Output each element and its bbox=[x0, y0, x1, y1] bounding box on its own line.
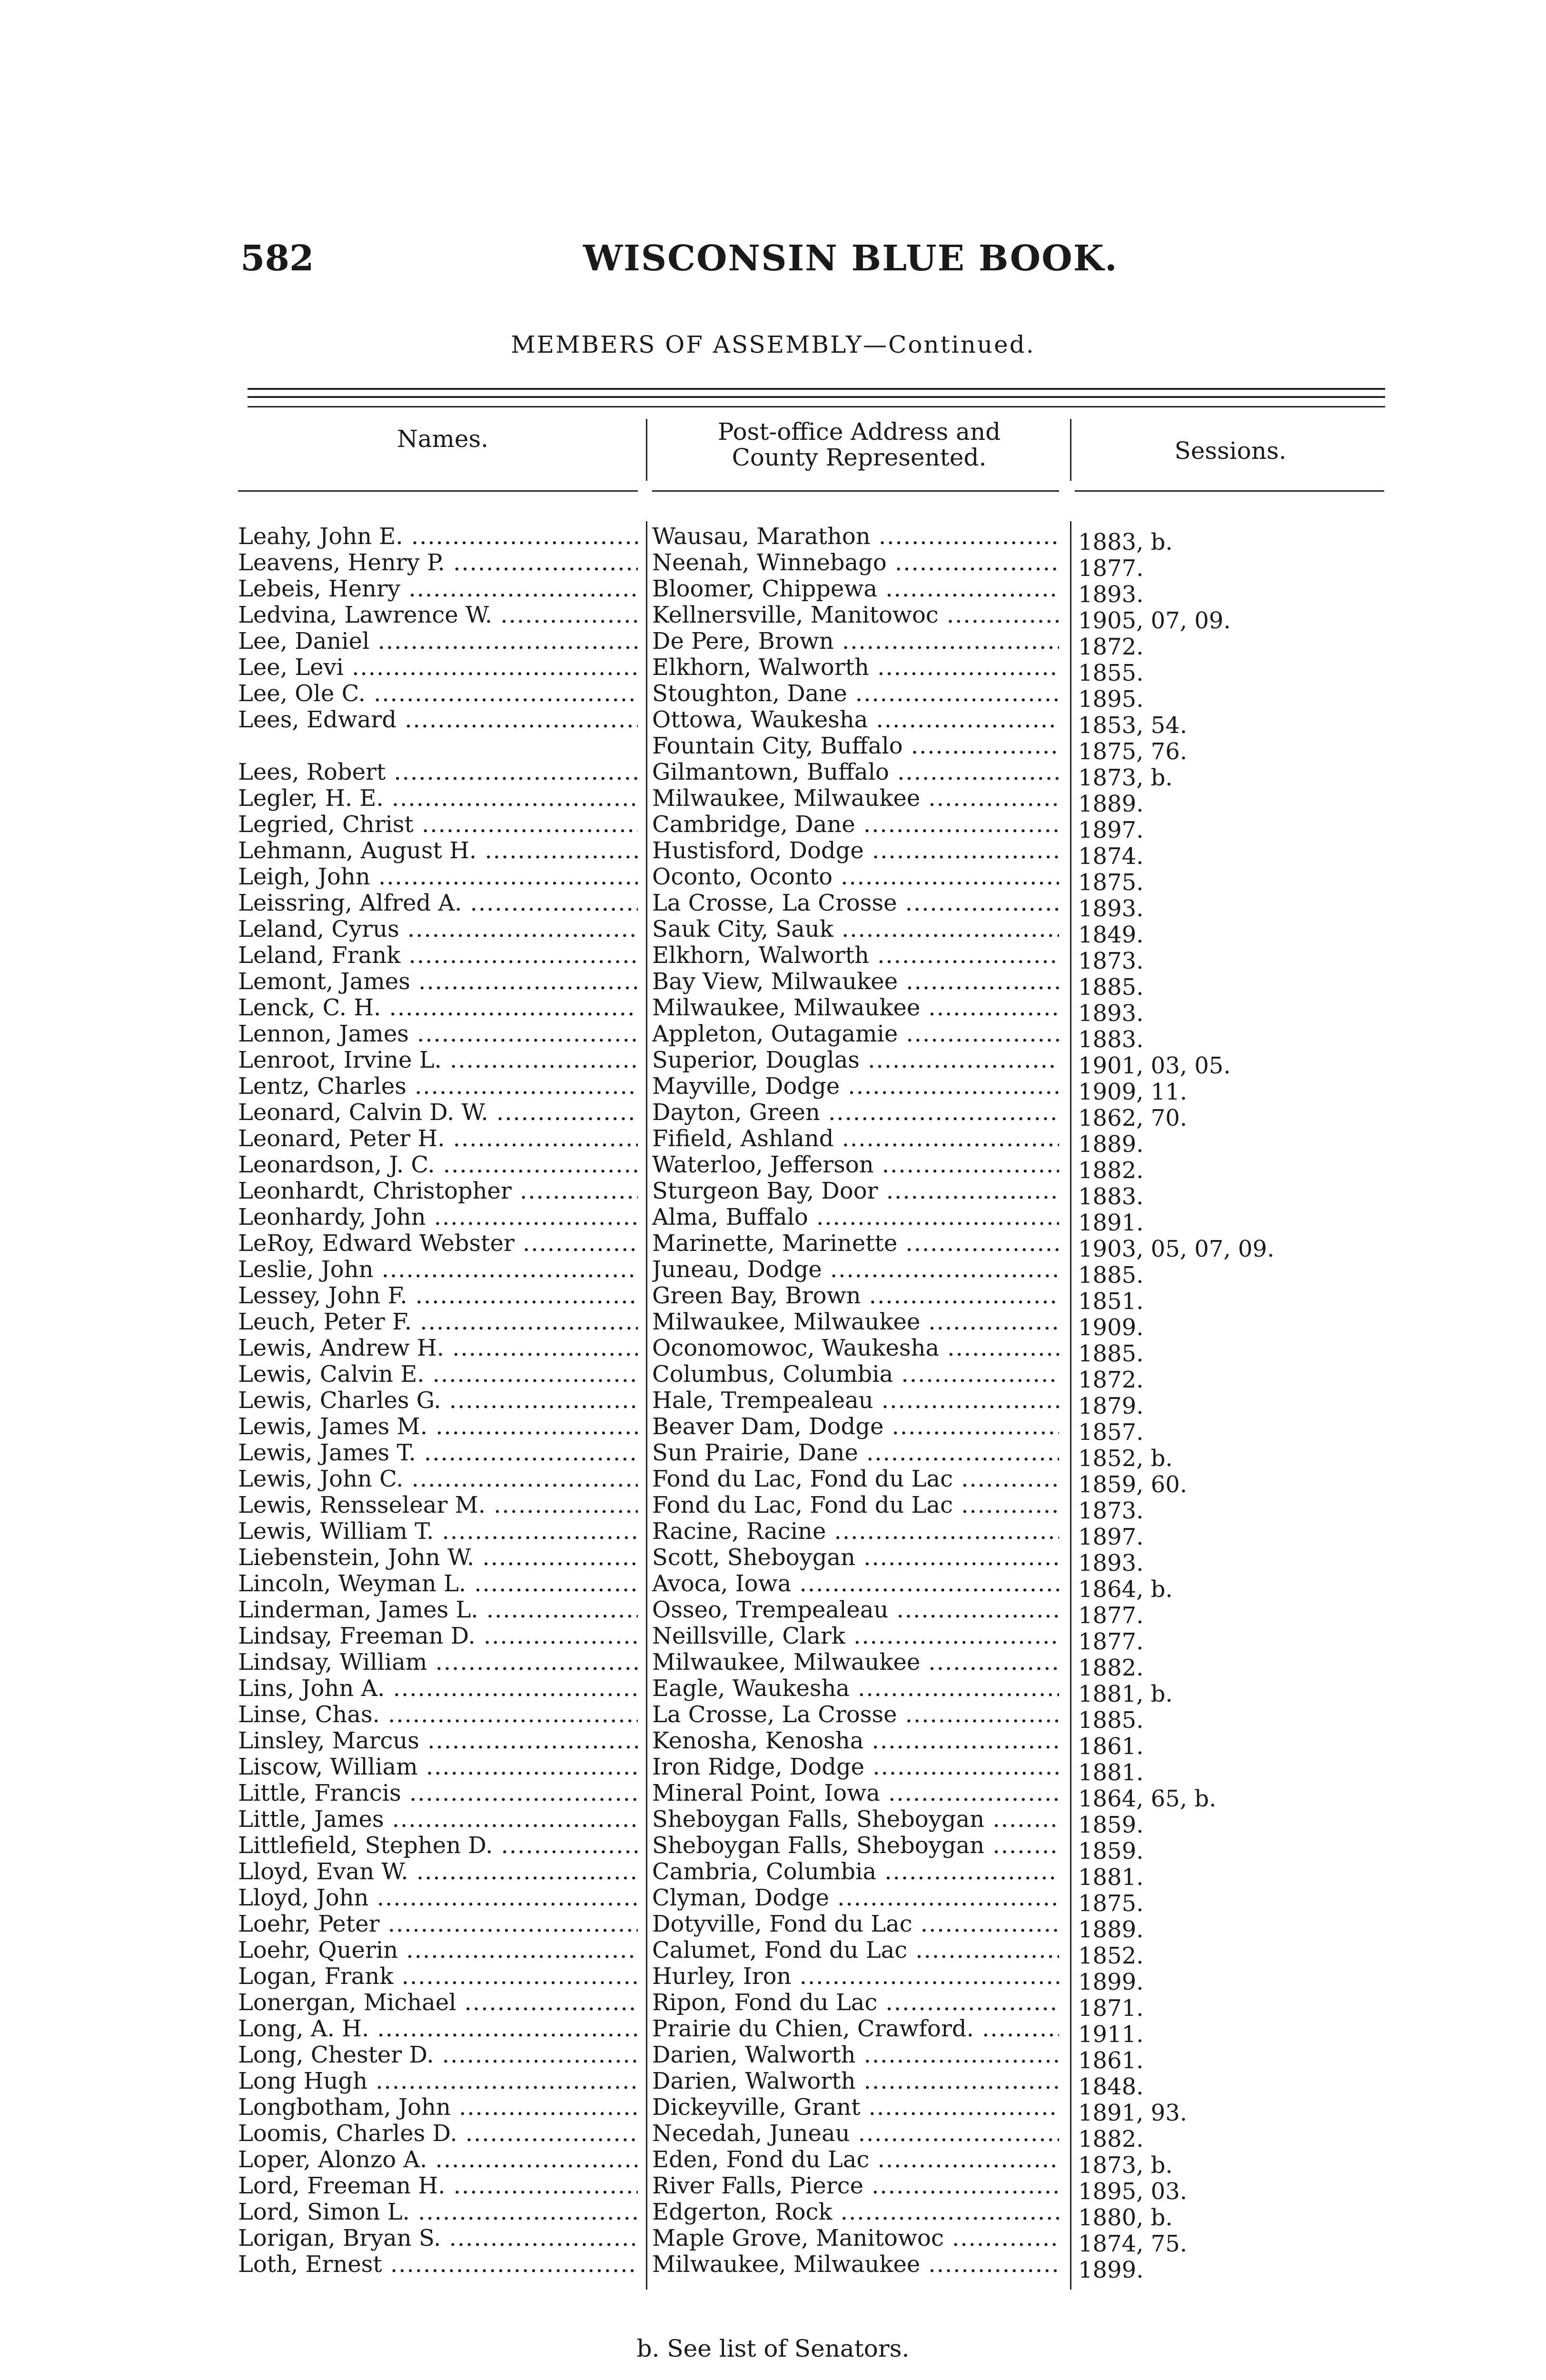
table-row bbox=[0, 1597, 1546, 1629]
member-sessions: 1877. bbox=[1078, 1629, 1144, 1655]
member-address: Maple Grove, Manitowoc ..... bbox=[652, 2225, 1059, 2251]
member-sessions: 1864, b. bbox=[1078, 1577, 1173, 1603]
member-sessions: 1872. bbox=[1078, 1367, 1144, 1393]
column-header-names: Names. bbox=[396, 425, 489, 453]
member-sessions: 1891, 93. bbox=[1078, 2100, 1188, 2126]
table-row bbox=[0, 1990, 1546, 2022]
table-row bbox=[0, 1178, 1546, 1210]
member-address: Milwaukee, Milwaukee ..... bbox=[652, 1309, 1059, 1335]
table-row bbox=[0, 1388, 1546, 1419]
table-row bbox=[0, 759, 1546, 791]
member-name: Little, Francis ..... bbox=[238, 1780, 638, 1806]
member-sessions: 1861. bbox=[1078, 2048, 1144, 2074]
member-address: Neillsville, Clark ..... bbox=[652, 1623, 1059, 1649]
table-row bbox=[0, 942, 1546, 974]
member-name: Lewis, John C. ..... bbox=[238, 1466, 638, 1492]
member-name: Loth, Ernest ..... bbox=[238, 2251, 638, 2278]
member-name: Leslie, John ..... bbox=[238, 1257, 638, 1283]
table-row bbox=[0, 1728, 1546, 1760]
table-row bbox=[0, 1649, 1546, 1681]
column-header-address-line1: Post-office Address and bbox=[717, 418, 1001, 446]
book-title: WISCONSIN BLUE BOOK. bbox=[583, 238, 1118, 279]
table-row bbox=[0, 916, 1546, 948]
member-sessions: 1852. bbox=[1078, 1943, 1144, 1969]
table-row bbox=[0, 1623, 1546, 1655]
table-row bbox=[0, 1414, 1546, 1446]
member-sessions: 1893. bbox=[1078, 896, 1144, 922]
table-row bbox=[0, 2225, 1546, 2257]
member-name: Lehmann, August H. ..... bbox=[238, 838, 638, 864]
table-row bbox=[0, 1937, 1546, 1969]
member-address: River Falls, Pierce ..... bbox=[652, 2173, 1059, 2199]
member-address: Juneau, Dodge ..... bbox=[652, 1257, 1059, 1283]
member-name: Lindsay, William ..... bbox=[238, 1649, 638, 1676]
member-sessions: 1873, b. bbox=[1078, 765, 1173, 791]
member-name: Lemont, James ..... bbox=[238, 969, 638, 995]
member-name: Lewis, Andrew H. ..... bbox=[238, 1335, 638, 1361]
member-name: Liscow, William ..... bbox=[238, 1754, 638, 1780]
member-sessions: 1864, 65, b. bbox=[1078, 1786, 1217, 1812]
table-row bbox=[0, 2251, 1546, 2283]
member-address: Eagle, Waukesha ..... bbox=[652, 1676, 1059, 1702]
table-row bbox=[0, 1257, 1546, 1289]
member-name: Loehr, Querin ..... bbox=[238, 1937, 638, 1964]
member-sessions: 1855. bbox=[1078, 660, 1144, 686]
member-address: Darien, Walworth ..... bbox=[652, 2042, 1059, 2068]
table-row bbox=[0, 654, 1546, 686]
member-address: Oconomowoc, Waukesha ..... bbox=[652, 1335, 1059, 1361]
member-address: Fifield, Ashland ..... bbox=[652, 1126, 1059, 1152]
member-sessions: 1849. bbox=[1078, 922, 1144, 948]
member-address: Superior, Douglas ..... bbox=[652, 1047, 1059, 1073]
member-sessions: 1911. bbox=[1078, 2022, 1144, 2048]
column-divider-header-1 bbox=[646, 419, 647, 481]
member-address: Eden, Fond du Lac ..... bbox=[652, 2147, 1059, 2173]
member-name: Loomis, Charles D. ..... bbox=[238, 2121, 638, 2147]
member-address: Bloomer, Chippewa ..... bbox=[652, 576, 1059, 602]
member-name: Leland, Cyrus ..... bbox=[238, 916, 638, 942]
member-address: Elkhorn, Walworth ..... bbox=[652, 654, 1059, 681]
member-name: Liebenstein, John W. ..... bbox=[238, 1545, 638, 1571]
member-address: Fond du Lac, Fond du Lac ..... bbox=[652, 1466, 1059, 1492]
member-address: Ripon, Fond du Lac ..... bbox=[652, 1990, 1059, 2016]
member-name: Lebeis, Henry ..... bbox=[238, 576, 638, 602]
member-name: Littlefield, Stephen D. ..... bbox=[238, 1833, 638, 1859]
table-row bbox=[0, 1309, 1546, 1341]
member-address: Milwaukee, Milwaukee ..... bbox=[652, 1649, 1059, 1676]
member-sessions: 1895, 03. bbox=[1078, 2179, 1188, 2205]
column-underline-address bbox=[652, 490, 1059, 492]
member-sessions: 1873. bbox=[1078, 1498, 1144, 1524]
member-sessions: 1889. bbox=[1078, 1131, 1144, 1158]
member-address: Sheboygan Falls, Sheboygan ..... bbox=[652, 1806, 1059, 1833]
column-underline-names bbox=[238, 490, 638, 492]
member-sessions: 1882. bbox=[1078, 2126, 1144, 2152]
table-row bbox=[0, 2042, 1546, 2074]
member-address: Calumet, Fond du Lac ..... bbox=[652, 1937, 1059, 1964]
member-name: Lonergan, Michael ..... bbox=[238, 1990, 638, 2016]
member-sessions: 1875. bbox=[1078, 1891, 1144, 1917]
page-header bbox=[240, 238, 1397, 281]
member-address: Necedah, Juneau ..... bbox=[652, 2121, 1059, 2147]
member-address: Cambridge, Dane ..... bbox=[652, 812, 1059, 838]
member-sessions: 1851. bbox=[1078, 1289, 1144, 1315]
member-name: Leonardson, J. C. ..... bbox=[238, 1152, 638, 1178]
member-address: Elkhorn, Walworth ..... bbox=[652, 942, 1059, 969]
member-sessions: 1895. bbox=[1078, 686, 1144, 713]
member-name: Leonard, Peter H. ..... bbox=[238, 1126, 638, 1152]
member-address: Oconto, Oconto ..... bbox=[652, 864, 1059, 890]
column-header-address-line2: County Represented. bbox=[732, 444, 987, 471]
member-name: Linse, Chas. ..... bbox=[238, 1702, 638, 1728]
member-sessions: 1875. bbox=[1078, 870, 1144, 896]
table-row bbox=[0, 1518, 1546, 1550]
table-row bbox=[0, 628, 1546, 660]
member-address: Green Bay, Brown ..... bbox=[652, 1283, 1059, 1309]
member-sessions: 1879. bbox=[1078, 1393, 1144, 1419]
member-address: Dickeyville, Grant ..... bbox=[652, 2094, 1059, 2121]
column-divider-header-2 bbox=[1070, 419, 1071, 481]
member-name: Lord, Simon L. ..... bbox=[238, 2199, 638, 2225]
table-row bbox=[0, 1047, 1546, 1079]
member-sessions: 1893. bbox=[1078, 1001, 1144, 1027]
member-address: Mayville, Dodge ..... bbox=[652, 1073, 1059, 1100]
member-address: Dayton, Green ..... bbox=[652, 1100, 1059, 1126]
member-name: Lee, Levi ..... bbox=[238, 654, 638, 681]
member-name: Leavens, Henry P. ..... bbox=[238, 550, 638, 576]
table-row bbox=[0, 1911, 1546, 1943]
member-address: Ottowa, Waukesha ..... bbox=[652, 707, 1059, 733]
member-address: Gilmantown, Buffalo ..... bbox=[652, 759, 1059, 785]
member-name: Logan, Frank ..... bbox=[238, 1964, 638, 1990]
table-row bbox=[0, 969, 1546, 1001]
member-sessions: 1872. bbox=[1078, 634, 1144, 660]
member-address: La Crosse, La Crosse ..... bbox=[652, 890, 1059, 916]
member-name: Lord, Freeman H. ..... bbox=[238, 2173, 638, 2199]
member-name: Leuch, Peter F. ..... bbox=[238, 1309, 638, 1335]
member-sessions: 1881. bbox=[1078, 1760, 1144, 1786]
member-name: Linderman, James L. ..... bbox=[238, 1597, 638, 1623]
member-address: Edgerton, Rock ..... bbox=[652, 2199, 1059, 2225]
table-row bbox=[0, 1126, 1546, 1158]
member-sessions: 1859, 60. bbox=[1078, 1472, 1188, 1498]
table-row bbox=[0, 524, 1546, 555]
member-sessions: 1903, 05, 07, 09. bbox=[1078, 1236, 1275, 1262]
member-name: Lenroot, Irvine L. ..... bbox=[238, 1047, 638, 1073]
member-address: Alma, Buffalo ..... bbox=[652, 1204, 1059, 1230]
table-row bbox=[0, 864, 1546, 896]
member-address: Columbus, Columbia ..... bbox=[652, 1361, 1059, 1388]
member-name: Long Hugh ..... bbox=[238, 2068, 638, 2094]
member-name: Lloyd, Evan W. ..... bbox=[238, 1859, 638, 1885]
table-row bbox=[0, 2199, 1546, 2231]
column-underline-sessions bbox=[1075, 490, 1384, 492]
table-row bbox=[0, 838, 1546, 870]
table-row bbox=[0, 2094, 1546, 2126]
member-name: Ledvina, Lawrence W. ..... bbox=[238, 602, 638, 628]
table-row bbox=[0, 1230, 1546, 1262]
table-row bbox=[0, 1021, 1546, 1053]
member-name: Lees, Edward ..... bbox=[238, 707, 638, 733]
table-row bbox=[0, 2121, 1546, 2152]
member-sessions: 1873, b. bbox=[1078, 2152, 1173, 2179]
table-row bbox=[0, 1885, 1546, 1917]
member-address: Sheboygan Falls, Sheboygan ..... bbox=[652, 1833, 1059, 1859]
member-name: Lentz, Charles ..... bbox=[238, 1073, 638, 1100]
member-address: Sun Prairie, Dane ..... bbox=[652, 1440, 1059, 1466]
table-row bbox=[0, 890, 1546, 922]
member-name: Lewis, Rensselear M. ..... bbox=[238, 1492, 638, 1518]
member-address: La Crosse, La Crosse ..... bbox=[652, 1702, 1059, 1728]
member-sessions: 1885. bbox=[1078, 1707, 1144, 1734]
member-address: Prairie du Chien, Crawford. ..... bbox=[652, 2016, 1059, 2042]
member-sessions: 1883. bbox=[1078, 1027, 1144, 1053]
table-row bbox=[0, 707, 1546, 739]
member-address: Mineral Point, Iowa ..... bbox=[652, 1780, 1059, 1806]
table-row bbox=[0, 785, 1546, 817]
table-row bbox=[0, 1676, 1546, 1707]
member-address: Avoca, Iowa ..... bbox=[652, 1571, 1059, 1597]
member-sessions: 1883, b. bbox=[1078, 529, 1173, 555]
member-address: Milwaukee, Milwaukee ..... bbox=[652, 785, 1059, 812]
member-address: De Pere, Brown ..... bbox=[652, 628, 1059, 654]
member-address: Racine, Racine ..... bbox=[652, 1518, 1059, 1545]
member-name: Lee, Daniel ..... bbox=[238, 628, 638, 654]
member-name: Lewis, William T. ..... bbox=[238, 1518, 638, 1545]
member-address: Fountain City, Buffalo ..... bbox=[652, 733, 1059, 759]
member-sessions: 1861. bbox=[1078, 1734, 1144, 1760]
member-name: Lewis, James M. ..... bbox=[238, 1414, 638, 1440]
table-row bbox=[0, 1073, 1546, 1105]
member-sessions: 1885. bbox=[1078, 974, 1144, 1001]
member-sessions: 1885. bbox=[1078, 1262, 1144, 1289]
member-sessions: 1881, b. bbox=[1078, 1681, 1173, 1707]
member-sessions: 1897. bbox=[1078, 1524, 1144, 1550]
member-name: Leonard, Calvin D. W. ..... bbox=[238, 1100, 638, 1126]
member-name: Lees, Robert ..... bbox=[238, 759, 638, 785]
header-rule-bottom bbox=[248, 406, 1385, 407]
header-rule-top bbox=[248, 388, 1385, 390]
member-name: Lessey, John F. ..... bbox=[238, 1283, 638, 1309]
table-row bbox=[0, 1440, 1546, 1472]
member-sessions: 1891. bbox=[1078, 1210, 1144, 1236]
table-row bbox=[0, 550, 1546, 582]
member-sessions: 1905, 07, 09. bbox=[1078, 608, 1231, 634]
table-row bbox=[0, 1335, 1546, 1367]
member-name: Leigh, John ..... bbox=[238, 864, 638, 890]
member-address: Hurley, Iron ..... bbox=[652, 1964, 1059, 1990]
member-address: Sturgeon Bay, Door ..... bbox=[652, 1178, 1059, 1204]
member-sessions: 1885. bbox=[1078, 1341, 1144, 1367]
member-name: Lenck, C. H. ..... bbox=[238, 995, 638, 1021]
member-address: Bay View, Milwaukee ..... bbox=[652, 969, 1059, 995]
member-address: Wausau, Marathon ..... bbox=[652, 524, 1059, 550]
member-name: Lins, John A. ..... bbox=[238, 1676, 638, 1702]
member-address: Fond du Lac, Fond du Lac ..... bbox=[652, 1492, 1059, 1518]
table-row bbox=[0, 1204, 1546, 1236]
table-row bbox=[0, 1702, 1546, 1734]
member-sessions: 1852, b. bbox=[1078, 1446, 1173, 1472]
member-address: Marinette, Marinette ..... bbox=[652, 1230, 1059, 1257]
member-sessions: 1882. bbox=[1078, 1158, 1144, 1184]
table-row bbox=[0, 995, 1546, 1027]
table-row bbox=[0, 1361, 1546, 1393]
table-row bbox=[0, 1754, 1546, 1786]
member-address: Hustisford, Dodge ..... bbox=[652, 838, 1059, 864]
member-name: Loper, Alonzo A. ..... bbox=[238, 2147, 638, 2173]
member-name: Little, James ..... bbox=[238, 1806, 638, 1833]
table-row bbox=[0, 2068, 1546, 2100]
member-address: Beaver Dam, Dodge ..... bbox=[652, 1414, 1059, 1440]
member-name: Linsley, Marcus ..... bbox=[238, 1728, 638, 1754]
member-name: Lloyd, John ..... bbox=[238, 1885, 638, 1911]
table-row bbox=[0, 681, 1546, 713]
member-sessions: 1899. bbox=[1078, 1969, 1144, 1995]
table-row bbox=[0, 1780, 1546, 1812]
member-sessions: 1893. bbox=[1078, 1550, 1144, 1577]
member-address: Dotyville, Fond du Lac ..... bbox=[652, 1911, 1059, 1937]
member-name: Lindsay, Freeman D. ..... bbox=[238, 1623, 638, 1649]
table-row bbox=[0, 2173, 1546, 2205]
member-sessions: 1875, 76. bbox=[1078, 739, 1188, 765]
section-subtitle: MEMBERS OF ASSEMBLY—Continued. bbox=[511, 331, 1035, 358]
member-sessions: 1901, 03, 05. bbox=[1078, 1053, 1231, 1079]
member-address: Sauk City, Sauk ..... bbox=[652, 916, 1059, 942]
member-sessions: 1877. bbox=[1078, 555, 1144, 582]
member-name: Leahy, John E. ..... bbox=[238, 524, 638, 550]
member-sessions: 1909, 11. bbox=[1078, 1079, 1188, 1105]
member-address: Cambria, Columbia ..... bbox=[652, 1859, 1059, 1885]
member-name: Leonhardy, John ..... bbox=[238, 1204, 638, 1230]
member-sessions: 1853, 54. bbox=[1078, 713, 1188, 739]
table-row bbox=[0, 733, 1546, 765]
member-address: Neenah, Winnebago ..... bbox=[652, 550, 1059, 576]
member-name: Legler, H. E. ..... bbox=[238, 785, 638, 812]
member-address: Kellnersville, Manitowoc ..... bbox=[652, 602, 1059, 628]
member-sessions: 1909. bbox=[1078, 1315, 1144, 1341]
member-address: Darien, Walworth ..... bbox=[652, 2068, 1059, 2094]
member-address: Hale, Trempealeau ..... bbox=[652, 1388, 1059, 1414]
table-row bbox=[0, 1492, 1546, 1524]
member-sessions: 1882. bbox=[1078, 1655, 1144, 1681]
table-row bbox=[0, 1859, 1546, 1891]
member-name: Lewis, James T. ..... bbox=[238, 1440, 638, 1466]
table-row bbox=[0, 576, 1546, 608]
member-name: Leonhardt, Christopher ..... bbox=[238, 1178, 638, 1204]
member-sessions: 1893. bbox=[1078, 582, 1144, 608]
table-row bbox=[0, 1964, 1546, 1995]
member-sessions: 1848. bbox=[1078, 2074, 1144, 2100]
member-address: Kenosha, Kenosha ..... bbox=[652, 1728, 1059, 1754]
member-name: Lewis, Calvin E. ..... bbox=[238, 1361, 638, 1388]
table-row bbox=[0, 2016, 1546, 2048]
table-row bbox=[0, 1100, 1546, 1131]
member-sessions: 1883. bbox=[1078, 1184, 1144, 1210]
member-sessions: 1889. bbox=[1078, 791, 1144, 817]
column-header-address bbox=[652, 419, 1066, 470]
member-sessions: 1877. bbox=[1078, 1603, 1144, 1629]
member-address: Iron Ridge, Dodge ..... bbox=[652, 1754, 1059, 1780]
member-address: Milwaukee, Milwaukee ..... bbox=[652, 995, 1059, 1021]
member-sessions: 1859. bbox=[1078, 1812, 1144, 1838]
member-sessions: 1859. bbox=[1078, 1838, 1144, 1864]
table-row bbox=[0, 1283, 1546, 1315]
member-sessions: 1873. bbox=[1078, 948, 1144, 974]
member-address: Appleton, Outagamie ..... bbox=[652, 1021, 1059, 1047]
member-sessions: 1871. bbox=[1078, 1995, 1144, 2022]
member-name: Lewis, Charles G. ..... bbox=[238, 1388, 638, 1414]
member-sessions: 1874. bbox=[1078, 843, 1144, 870]
member-sessions: 1899. bbox=[1078, 2257, 1144, 2283]
header-rule-middle bbox=[248, 396, 1385, 398]
member-name: Lennon, James ..... bbox=[238, 1021, 638, 1047]
member-sessions: 1897. bbox=[1078, 817, 1144, 843]
footnote: b. See list of Senators. bbox=[636, 2335, 910, 2362]
table-row bbox=[0, 1806, 1546, 1838]
table-row bbox=[0, 602, 1546, 634]
member-name: Loehr, Peter ..... bbox=[238, 1911, 638, 1937]
member-name: Leissring, Alfred A. ..... bbox=[238, 890, 638, 916]
member-name: Long, A. H. ..... bbox=[238, 2016, 638, 2042]
member-name: LeRoy, Edward Webster ..... bbox=[238, 1230, 638, 1257]
member-address: Milwaukee, Milwaukee ..... bbox=[652, 2251, 1059, 2278]
table-row bbox=[0, 1152, 1546, 1184]
member-address: Osseo, Trempealeau ..... bbox=[652, 1597, 1059, 1623]
member-address: Stoughton, Dane ..... bbox=[652, 681, 1059, 707]
page-number: 582 bbox=[240, 238, 314, 279]
table-row bbox=[0, 812, 1546, 843]
member-address: Waterloo, Jefferson ..... bbox=[652, 1152, 1059, 1178]
member-sessions: 1862, 70. bbox=[1078, 1105, 1188, 1131]
table-row bbox=[0, 1466, 1546, 1498]
member-name: Long, Chester D. ..... bbox=[238, 2042, 638, 2068]
member-sessions: 1880, b. bbox=[1078, 2205, 1173, 2231]
table-row bbox=[0, 1833, 1546, 1864]
table-row bbox=[0, 1545, 1546, 1577]
column-header-sessions: Sessions. bbox=[1174, 437, 1287, 465]
member-sessions: 1857. bbox=[1078, 1419, 1144, 1446]
member-sessions: 1874, 75. bbox=[1078, 2231, 1188, 2257]
member-name: Lincoln, Weyman L. ..... bbox=[238, 1571, 638, 1597]
member-name: Leland, Frank ..... bbox=[238, 942, 638, 969]
member-sessions: 1889. bbox=[1078, 1917, 1144, 1943]
member-name: Longbotham, John ..... bbox=[238, 2094, 638, 2121]
table-row bbox=[0, 2147, 1546, 2179]
member-address: Scott, Sheboygan ..... bbox=[652, 1545, 1059, 1571]
member-address: Clyman, Dodge ..... bbox=[652, 1885, 1059, 1911]
member-name: Legried, Christ ..... bbox=[238, 812, 638, 838]
member-name: Lee, Ole C. ..... bbox=[238, 681, 638, 707]
member-name: Lorigan, Bryan S. ..... bbox=[238, 2225, 638, 2251]
members-table bbox=[0, 524, 1546, 2290]
table-row bbox=[0, 1571, 1546, 1603]
member-sessions: 1881. bbox=[1078, 1864, 1144, 1891]
